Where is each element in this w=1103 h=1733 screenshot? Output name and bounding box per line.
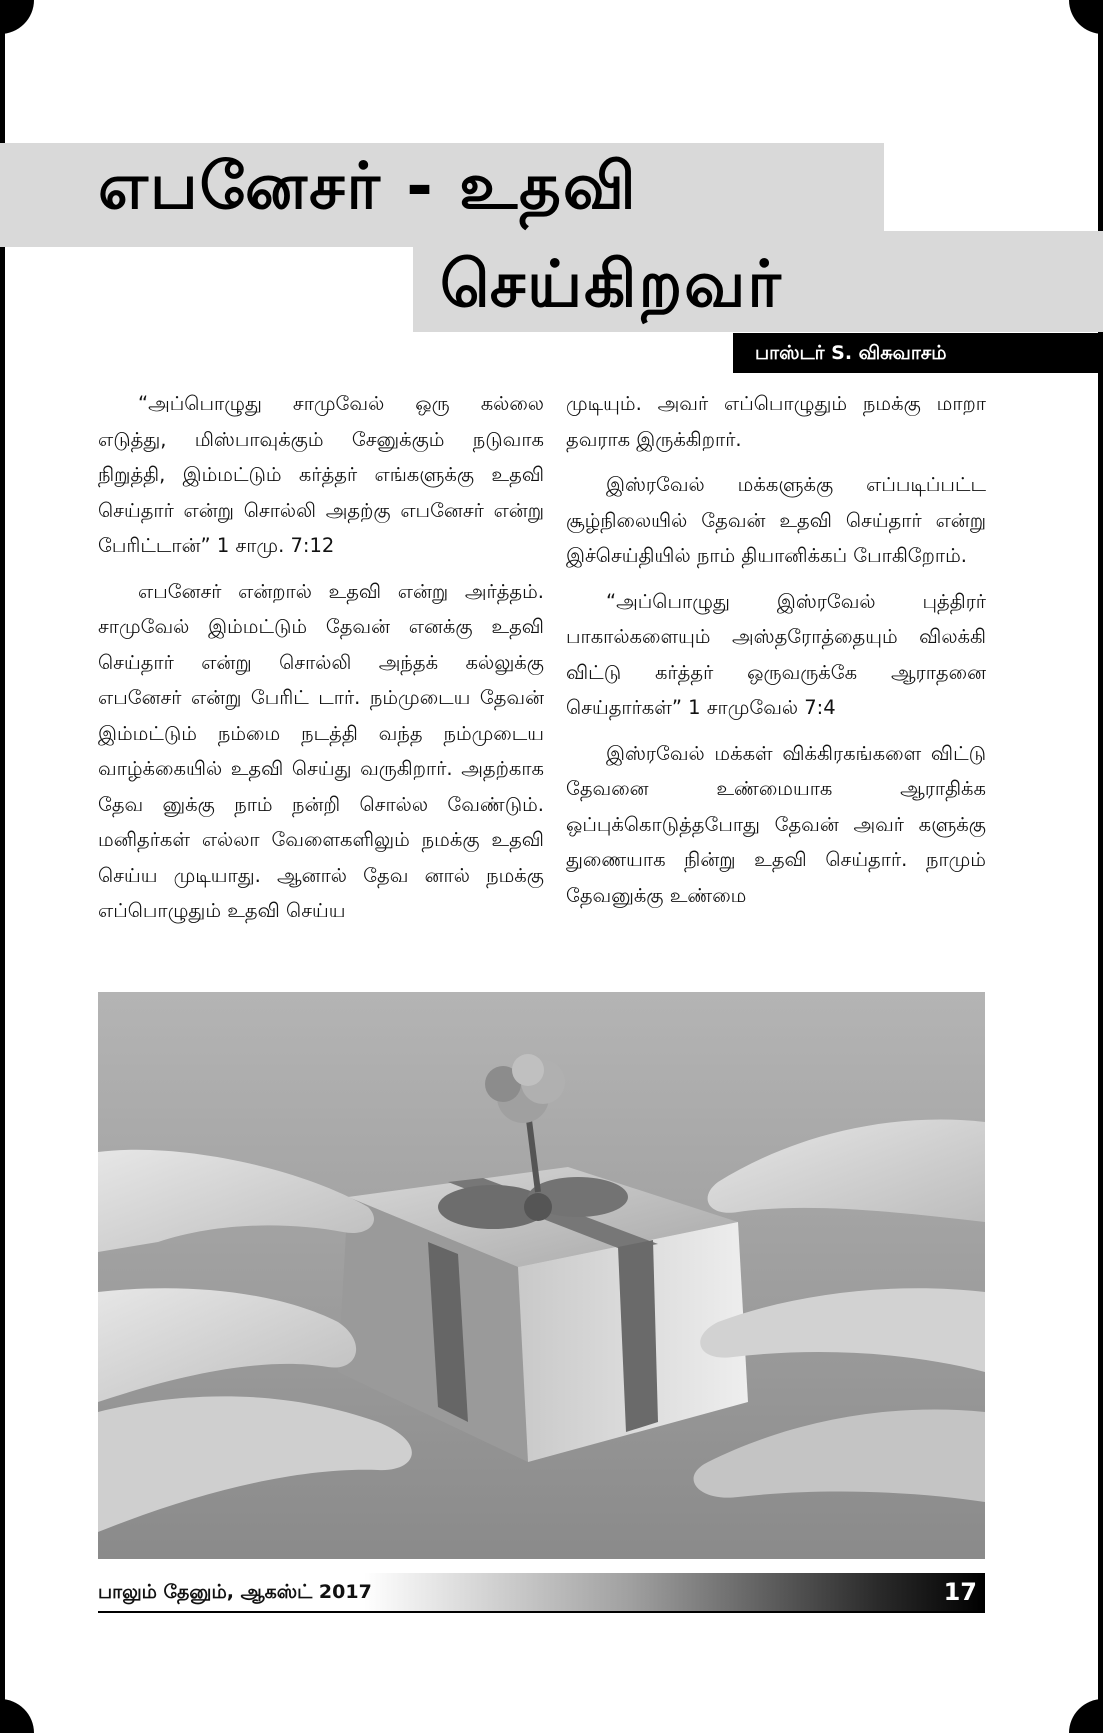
right-column: [566, 386, 986, 923]
left-column: [98, 386, 544, 939]
paragraph: இஸ்ரவேல் மக்களுக்கு எப்படிப்பட்ட சூழ்நிலையில் தேவன் உதவி செய்தார் என்று இச்செய்தியில் நாம் தியானிக்கப் போகிறோம்.: [566, 473, 986, 567]
gift-photo: [98, 992, 985, 1559]
paragraph: “அப்பொழுது சாமுவேல் ஒரு கல்லை எடுத்து, மிஸ்பாவுக்கும் சேனுக்கும் நடுவாக நிறுத்தி, இம்மட்டும் கர்த்தர் எங்களுக்கு உதவி செய்தார் என்று சொல்லி அதற்கு எபனேசர் என்று பேரிட்டான்” 1 சாமு. 7:12: [98, 392, 544, 557]
paragraph: இஸ்ரவேல் மக்கள் விக்கிரகங்களை விட்டு தேவனை உண்மையாக ஆராதிக்க ஒப்புக்கொடுத்தபோது தேவன் அவர் களுக்கு துணையாக நின்று உதவி செய்தார். நாமும் தேவனுக்கு உண்மை: [566, 741, 986, 907]
article-title-line-1: எபனேசர் - உதவி: [98, 150, 638, 224]
page-footer: [98, 1573, 985, 1611]
paragraph-continuation: முடியும். அவர் எப்பொழுதும் நமக்கு மாறா தவராக இருக்கிறார்.: [566, 392, 986, 451]
magazine-issue: பாலும் தேனும், ஆகஸ்ட் 2017: [98, 1581, 372, 1603]
article-title-line-2: செய்கிறவர்: [440, 248, 783, 322]
page-number: 17: [943, 1578, 977, 1606]
footer-rule: [98, 1611, 985, 1613]
paragraph: எபனேசர் என்றால் உதவி என்று அர்த்தம். சாமுவேல் இம்மட்டும் தேவன் எனக்கு உதவி செய்தார் என்று சொல்லி அந்தக் கல்லுக்கு எபனேசர் என்று பேரிட் டார். நம்முடைய தேவன் இம்மட்டும் நம்மை நடத்தி வந்த நம்முடைய வாழ்க்கையில் உதவி செய்து வருகிறார். அதற்காக தேவ னுக்கு நாம் நன்றி சொல்ல வேண்டும். மனிதர்கள் எல்லா வேளைகளிலும் நமக்கு உதவி செய்ய முடியாது. ஆனால் தேவ னால் நமக்கு எப்பொழுதும் உதவி செய்ய: [98, 579, 544, 922]
paragraph: “அப்பொழுது இஸ்ரவேல் புத்திரர் பாகால்களையும் அஸ்தரோத்தையும் விலக்கி விட்டு கர்த்தர் ஒருவருக்கே ஆராதனை செய்தார்கள்” 1 சாமுவேல் 7:4: [566, 589, 986, 719]
author-byline: பாஸ்டர் S. விசுவாசம்: [733, 333, 1103, 373]
